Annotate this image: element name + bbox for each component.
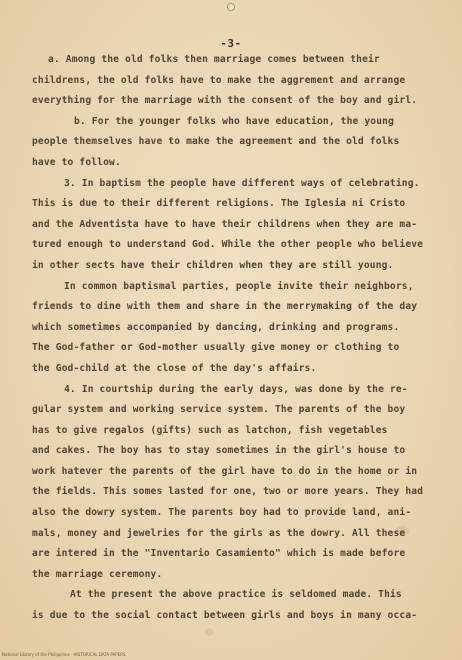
text-line: At the present the above practice is seldomed made. This [70,589,402,601]
text-line: the fields. This somes lasted for one, two or more years. They had [32,486,424,498]
text-line: In common baptismal parties, people invite their neighbors, [64,280,414,292]
text-line: work hatever the parents of the girl have to do in the home or in [32,465,418,477]
text-line: in other sects have their children when they are still young. [32,259,394,271]
page-number: -3- [220,37,242,50]
text-line: gular system and working service system. The parents of the boy [32,404,406,416]
text-line: This is due to their different religions. The Iglesia ni Cristo [32,198,406,210]
text-line: the God-child at the close of the day's affairs. [32,362,317,374]
text-line: everything for the marriage with the consent of the boy and girl. [32,95,418,107]
paper-stain [205,628,213,636]
text-line: a. Among the old folks then marriage comes between their [48,54,380,65]
text-line: people themselves have to make the agreement and the old folks [32,136,400,148]
text-line: are intered in the "Inventario Casamiento" which is made before [32,548,406,560]
text-line: 3. In baptism the people have different ways of celebrating. [64,177,420,189]
punch-hole [227,3,235,11]
text-line: the marriage ceremony. [32,568,163,580]
text-line: friends to dine with them and share in the merrymaking of the day [32,301,418,313]
text-line: childrens, the old folks have to make the aggrement and arrange [32,74,406,86]
text-line: 4. In courtship during the early days, was done by the re- [64,383,408,395]
archive-footer: National Library of the Philippines · HISTORICAL DATA PAPERS [2,652,126,657]
text-line: mals, money and jewelries for the girls as the dowry. All these [32,527,406,539]
text-line: also the dowry system. The parents boy had to provide land, ani- [32,507,412,519]
body-text [32,50,432,627]
text-line: and the Adventista have to have their childrens when they are ma- [32,218,418,230]
text-line: and cakes. The boy has to stay sometimes in the girl's house to [32,445,406,457]
text-line: is due to the social contact between girls and boys in many occa- [32,610,418,622]
text-line: which sometimes accompanied by dancing, drinking and programs. [32,321,400,333]
text-line: have to follow. [32,156,121,168]
text-line: The God-father or God-mother usually give money or clothing to [32,342,400,354]
text-line: b. For the younger folks who have education, the young [74,115,394,127]
text-line: has to give regalos (gifts) such as latchon, fish vegetables [32,424,388,436]
text-line: tured enough to understand God. While the other people who believe [32,239,424,251]
